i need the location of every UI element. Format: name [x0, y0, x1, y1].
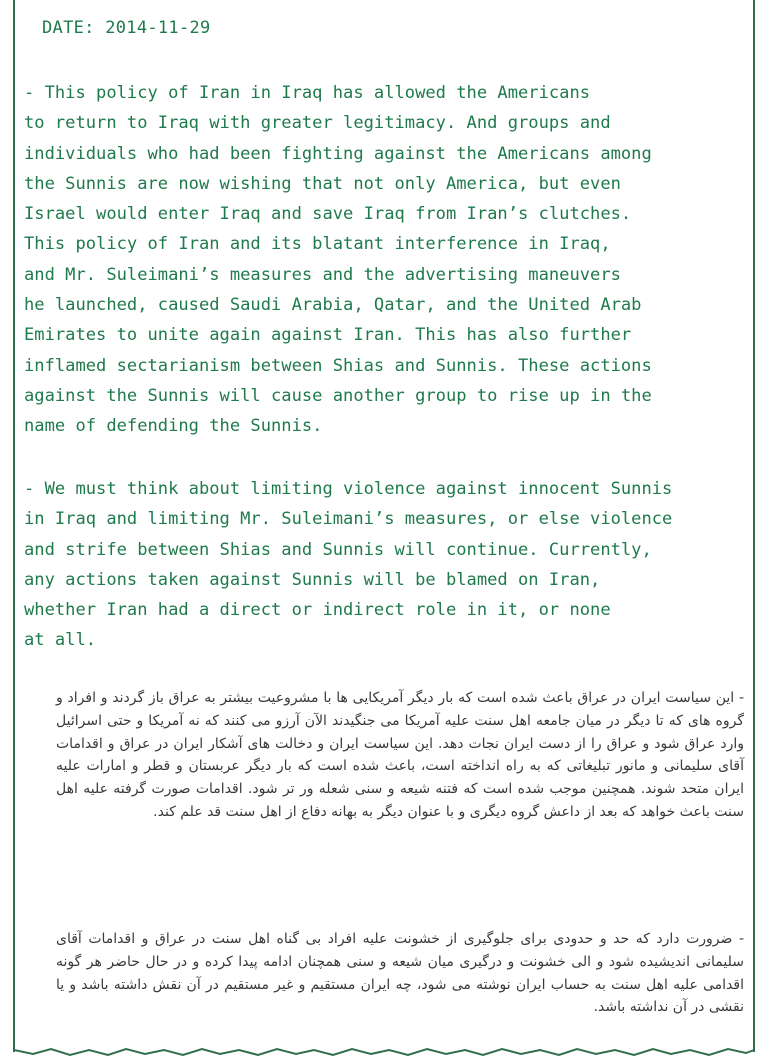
- english-paragraph-1: - This policy of Iran in Iraq has allowed the Americans to return to Iraq with greater legitimacy. And groups and individuals who had been fighting against the Americans among the Sunnis are now wishing that not only America, but even Israel would enter Iraq and save Iraq from Iran’s clutches. This policy of Iran and its blatant interference in Iraq, and Mr. Suleimani’s measures and the advertising maneuvers he launched, caused Saudi Arabia, Qatar, and the United Arab Emirates to unite again against Iran. This has also further inflamed sectarianism between Shias and Sunnis. These actions against the Sunnis will cause another group to rise up in the name of defending the Sunnis.: [24, 83, 652, 437]
- torn-page-edge: [13, 1040, 755, 1062]
- english-paragraph-2: - We must think about limiting violence against innocent Sunnis in Iraq and limiting Mr. Suleimani’s measures, or else violence and strife between Shias and Sunnis will continue. Currently, any actions taken against Sunnis will be blamed on Iran, whether Iran had a direct or indirect role in it, or none at all.: [24, 479, 673, 651]
- persian-paragraph-1: - این سیاست ایران در عراق باعث شده است که بار دیگر آمریکایی ها با مشروعیت بیشتر به عراق باز گردند و افراد و گروه های که تا دیگر در میان جامعه اهل سنت علیه آمریکا می جنگیدند الآن آرزو می کنند که نه آمریکا و حتی اسرائیل وارد عراق شود و عراق را از دست ایران نجات دهد. این سیاست ایران و دخالت های آشکار ایران در عراق و اقدامات آقای سلیمانی و مانور تبلیغاتی که به راه انداخته است، باعث شده است که بار دیگر عربستان و قطر و امارات علیه ایران متحد شوند. همچنین موجب شده است که فتنه شیعه و سنی شعله ور تر شود. اقدامات صورت گرفته علیه اهل سنت باعث خواهد که بعد از داعش گروه دیگری و با عنوان دیگر به بهانه دفاع از اهل سنت قد علم کند.: [56, 690, 744, 820]
- document-date: DATE: 2014-11-29: [42, 18, 211, 38]
- persian-paragraph-2: - ضرورت دارد که حد و حدودی برای جلوگیری از خشونت علیه افراد بی گناه اهل سنت در عراق و اقدامات آقای سلیمانی اندیشیده شود و الی خشونت و درگیری میان شیعه و سنی همچنان ادامه پیدا کرده و در حال حاضر هر گونه اقدامی علیه اهل سنت به حساب ایران نوشته می شود، چه ایران مستقیم و غیر مستقیم در آن نقش داشته باشد و یا نقشی در آن نداشته باشد.: [56, 931, 744, 1016]
